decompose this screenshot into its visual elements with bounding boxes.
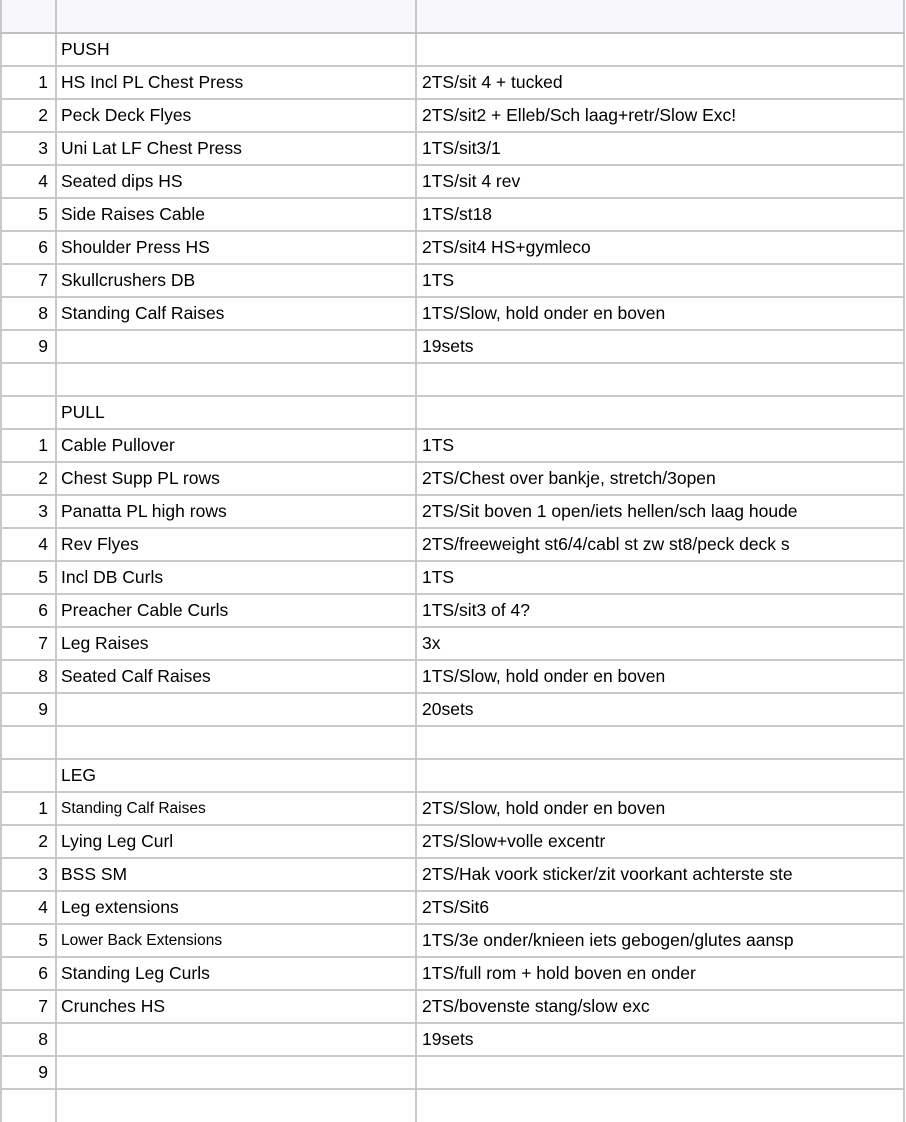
spacer-row[interactable] [1, 363, 904, 396]
cell-row-number[interactable]: 5 [1, 561, 56, 594]
cell-notes[interactable] [416, 1089, 904, 1122]
table-row[interactable] [1, 1056, 904, 1089]
cell-row-number[interactable]: 2 [1, 99, 56, 132]
table-row[interactable] [1, 33, 904, 66]
cell-row-number[interactable] [1, 759, 56, 792]
cell-row-number[interactable]: 6 [1, 957, 56, 990]
cell-row-number[interactable]: 2 [1, 462, 56, 495]
cell-row-number[interactable]: 3 [1, 495, 56, 528]
cell-exercise-name[interactable]: Side Raises Cable [56, 198, 416, 231]
cell-exercise-name[interactable]: Panatta PL high rows [56, 495, 416, 528]
table-row[interactable] [1, 462, 904, 495]
cell-row-number[interactable]: 4 [1, 528, 56, 561]
cell-notes[interactable]: 1TS/Slow, hold onder en boven [416, 297, 904, 330]
cell-notes[interactable]: 1TS/sit 4 rev [416, 165, 904, 198]
table-row[interactable] [1, 627, 904, 660]
table-row[interactable] [1, 924, 904, 957]
table-row[interactable] [1, 528, 904, 561]
table-row[interactable] [1, 231, 904, 264]
cell-notes[interactable]: 1TS/Slow, hold onder en boven [416, 660, 904, 693]
cell-exercise-name[interactable]: Crunches HS [56, 990, 416, 1023]
cell-notes[interactable]: 2TS/Slow+volle excentr [416, 825, 904, 858]
cell-notes[interactable] [416, 363, 904, 396]
cell-exercise-name[interactable]: Incl DB Curls [56, 561, 416, 594]
cell-exercise-name[interactable]: BSS SM [56, 858, 416, 891]
cell-row-number[interactable]: 1 [1, 792, 56, 825]
cell-row-number[interactable]: 9 [1, 1056, 56, 1089]
cell-notes[interactable]: 3x [416, 627, 904, 660]
table-row[interactable] [1, 561, 904, 594]
cell-row-number[interactable]: 7 [1, 627, 56, 660]
cell-notes[interactable]: 2TS/freeweight st6/4/cabl st zw st8/peck deck s [416, 528, 904, 561]
cell-notes[interactable] [416, 33, 904, 66]
cell-notes[interactable] [416, 759, 904, 792]
cell-notes[interactable]: 2TS/Slow, hold onder en boven [416, 792, 904, 825]
cell-exercise-name[interactable] [56, 330, 416, 363]
cell-exercise-name[interactable] [56, 0, 416, 33]
table-row[interactable] [1, 825, 904, 858]
cell-exercise-name[interactable]: Standing Calf Raises [56, 297, 416, 330]
cell-notes[interactable]: 1TS/full rom + hold boven en onder [416, 957, 904, 990]
table-row[interactable] [1, 429, 904, 462]
table-row[interactable] [1, 957, 904, 990]
cell-exercise-name[interactable]: Seated dips HS [56, 165, 416, 198]
cell-row-number[interactable]: 7 [1, 990, 56, 1023]
cell-notes[interactable]: 1TS/sit3 of 4? [416, 594, 904, 627]
cell-exercise-name[interactable]: Leg Raises [56, 627, 416, 660]
table-body [1, 0, 904, 1122]
table-row[interactable] [1, 132, 904, 165]
cell-exercise-name[interactable]: Leg extensions [56, 891, 416, 924]
cell-exercise-name[interactable]: Standing Leg Curls [56, 957, 416, 990]
cell-notes[interactable]: 1TS/st18 [416, 198, 904, 231]
table-row[interactable] [1, 495, 904, 528]
cell-exercise-name[interactable] [56, 726, 416, 759]
table-row[interactable] [1, 264, 904, 297]
cell-row-number[interactable]: 9 [1, 330, 56, 363]
cell-section-header[interactable]: PUSH [56, 33, 416, 66]
cell-row-number[interactable]: 4 [1, 891, 56, 924]
table-row[interactable] [1, 99, 904, 132]
cell-exercise-name[interactable]: Shoulder Press HS [56, 231, 416, 264]
cell-exercise-name[interactable]: HS Incl PL Chest Press [56, 66, 416, 99]
cell-exercise-name[interactable]: Lying Leg Curl [56, 825, 416, 858]
table-row[interactable] [1, 792, 904, 825]
cell-row-number[interactable]: 2 [1, 825, 56, 858]
cell-notes[interactable]: 19sets [416, 1023, 904, 1056]
cell-notes[interactable]: 1TS/sit3/1 [416, 132, 904, 165]
cell-notes[interactable]: 2TS/Sit boven 1 open/iets hellen/sch laag houde [416, 495, 904, 528]
cell-notes[interactable]: 2TS/sit2 + Elleb/Sch laag+retr/Slow Exc! [416, 99, 904, 132]
cell-notes[interactable]: 1TS [416, 264, 904, 297]
cell-row-number[interactable]: 8 [1, 297, 56, 330]
cell-notes[interactable]: 2TS/bovenste stang/slow exc [416, 990, 904, 1023]
cell-row-number[interactable]: 5 [1, 198, 56, 231]
cell-exercise-name[interactable]: Rev Flyes [56, 528, 416, 561]
cell-row-number[interactable] [1, 726, 56, 759]
clipped-bottom-row[interactable] [1, 1089, 904, 1122]
cell-notes[interactable]: 2TS/Sit6 [416, 891, 904, 924]
cell-section-header[interactable]: LEG [56, 759, 416, 792]
spacer-row[interactable] [1, 726, 904, 759]
table-row[interactable] [1, 891, 904, 924]
cell-exercise-name[interactable] [56, 363, 416, 396]
cell-row-number[interactable] [1, 1089, 56, 1122]
cell-exercise-name[interactable] [56, 1056, 416, 1089]
cell-row-number[interactable]: 3 [1, 858, 56, 891]
cell-notes[interactable] [416, 1056, 904, 1089]
cell-row-number[interactable] [1, 33, 56, 66]
cell-exercise-name[interactable]: Uni Lat LF Chest Press [56, 132, 416, 165]
cell-notes[interactable]: 2TS/sit 4 + tucked [416, 66, 904, 99]
cell-row-number[interactable]: 7 [1, 264, 56, 297]
table-row[interactable] [1, 396, 904, 429]
table-row[interactable] [1, 1023, 904, 1056]
cell-notes[interactable]: 19sets [416, 330, 904, 363]
cell-row-number[interactable]: 6 [1, 594, 56, 627]
cell-exercise-name[interactable]: Standing Calf Raises [56, 792, 416, 825]
cell-exercise-name[interactable]: Preacher Cable Curls [56, 594, 416, 627]
cell-notes[interactable]: 2TS/Chest over bankje, stretch/3open [416, 462, 904, 495]
cell-exercise-name[interactable]: Seated Calf Raises [56, 660, 416, 693]
cell-row-number[interactable]: 6 [1, 231, 56, 264]
table-row[interactable] [1, 594, 904, 627]
cell-row-number[interactable]: 4 [1, 165, 56, 198]
cell-exercise-name[interactable]: Skullcrushers DB [56, 264, 416, 297]
cell-exercise-name[interactable]: Lower Back Extensions [56, 924, 416, 957]
cell-notes[interactable]: 1TS/3e onder/knieen iets gebogen/glutes aansp [416, 924, 904, 957]
cell-row-number[interactable] [1, 0, 56, 33]
cell-notes[interactable]: 2TS/Hak voork sticker/zit voorkant achterste ste [416, 858, 904, 891]
cell-notes[interactable] [416, 396, 904, 429]
cell-exercise-name[interactable]: Peck Deck Flyes [56, 99, 416, 132]
cell-row-number[interactable]: 1 [1, 66, 56, 99]
cell-exercise-name[interactable] [56, 1023, 416, 1056]
table-row[interactable] [1, 297, 904, 330]
table-row[interactable] [1, 858, 904, 891]
cell-notes[interactable] [416, 726, 904, 759]
cell-notes[interactable]: 1TS [416, 561, 904, 594]
cell-exercise-name[interactable] [56, 693, 416, 726]
cell-row-number[interactable]: 8 [1, 660, 56, 693]
cell-notes[interactable] [416, 0, 904, 33]
cell-row-number[interactable]: 3 [1, 132, 56, 165]
table-row[interactable] [1, 330, 904, 363]
cell-row-number[interactable] [1, 396, 56, 429]
cell-notes[interactable]: 20sets [416, 693, 904, 726]
cell-section-header[interactable]: PULL [56, 396, 416, 429]
clipped-top-row[interactable] [1, 0, 904, 33]
table-row[interactable] [1, 693, 904, 726]
cell-row-number[interactable]: 9 [1, 693, 56, 726]
cell-row-number[interactable]: 8 [1, 1023, 56, 1056]
cell-notes[interactable]: 2TS/sit4 HS+gymleco [416, 231, 904, 264]
table-row[interactable] [1, 660, 904, 693]
cell-row-number[interactable]: 5 [1, 924, 56, 957]
cell-row-number[interactable]: 1 [1, 429, 56, 462]
table-row[interactable] [1, 165, 904, 198]
cell-exercise-name[interactable] [56, 1089, 416, 1122]
cell-exercise-name[interactable]: Cable Pullover [56, 429, 416, 462]
cell-exercise-name[interactable]: Chest Supp PL rows [56, 462, 416, 495]
table-row[interactable] [1, 66, 904, 99]
table-row[interactable] [1, 990, 904, 1023]
table-row[interactable] [1, 759, 904, 792]
cell-row-number[interactable] [1, 363, 56, 396]
table-row[interactable] [1, 198, 904, 231]
cell-notes[interactable]: 1TS [416, 429, 904, 462]
